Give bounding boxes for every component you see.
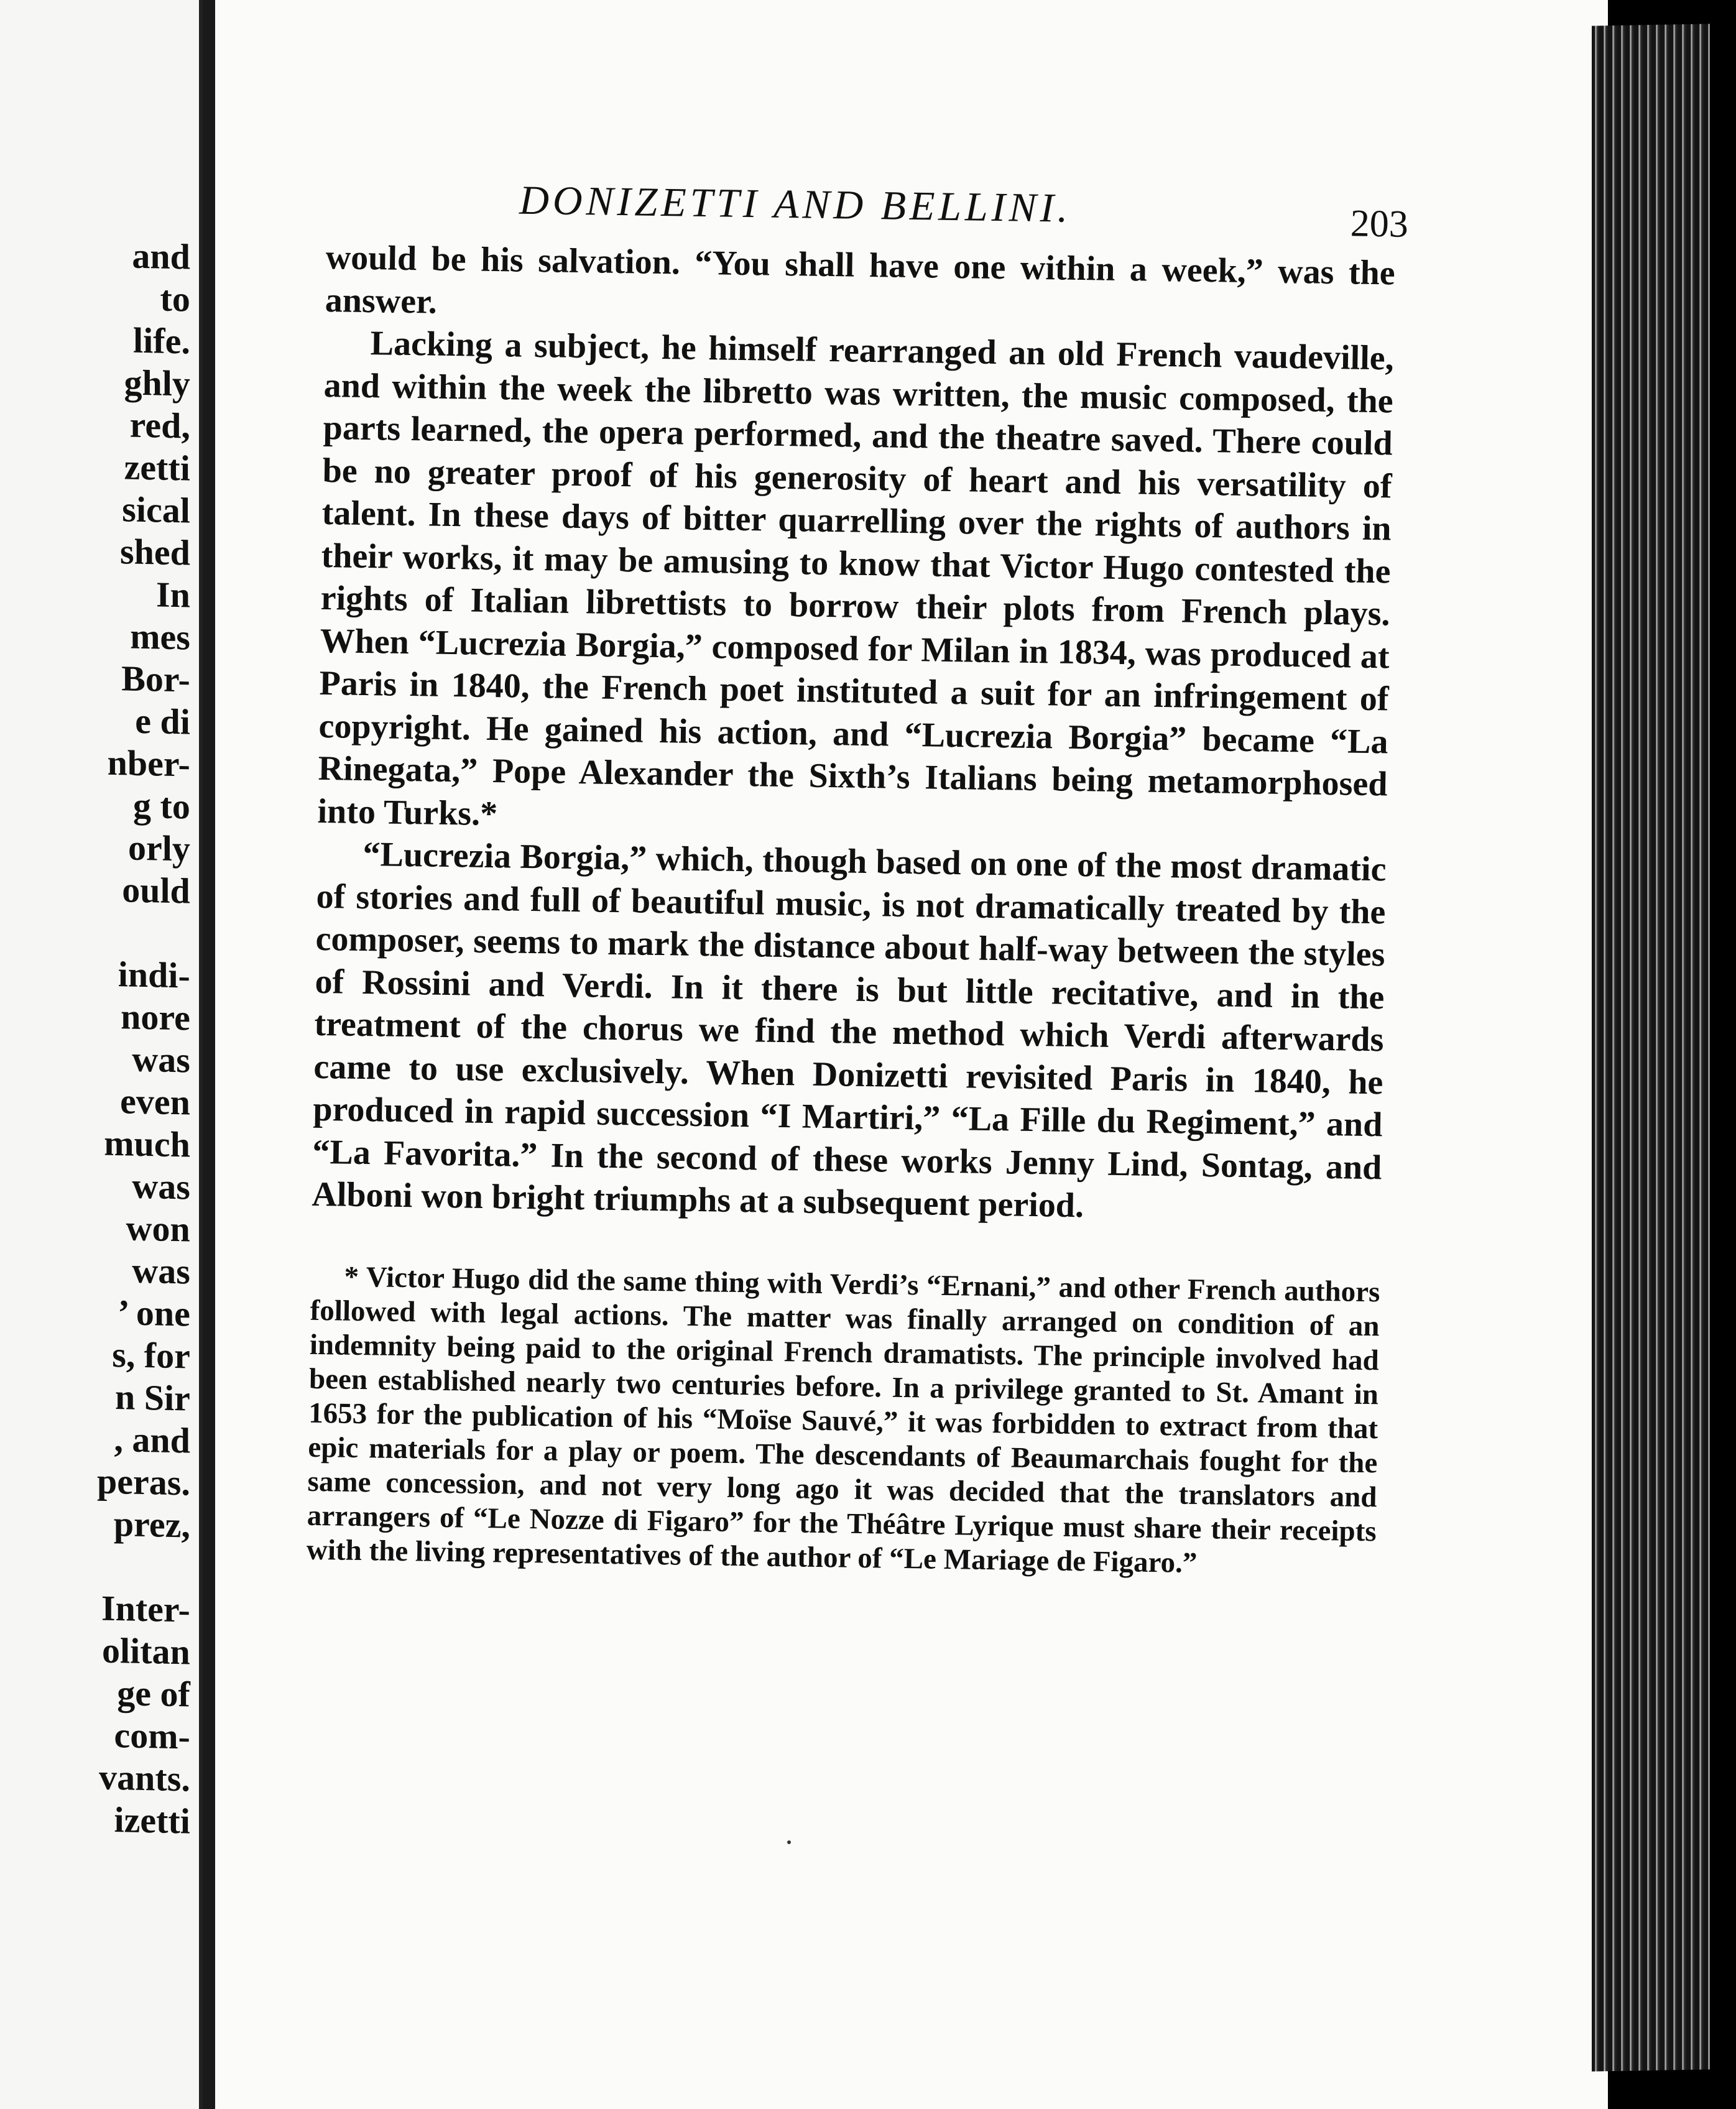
- left-page-fragment: sical: [122, 489, 190, 531]
- left-page-fragment: e di: [135, 700, 190, 742]
- left-page-fragment: to: [160, 278, 190, 320]
- left-page-fragment: indi-: [118, 954, 190, 996]
- left-page-fragment: vants.: [99, 1756, 190, 1799]
- left-page-fragment: [97, 1544, 190, 1589]
- left-page-fragment: nber-: [107, 742, 190, 785]
- left-page-fragment: was: [132, 1165, 190, 1207]
- left-page-fragment: com-: [114, 1715, 190, 1757]
- page-number: 203: [1350, 202, 1409, 246]
- left-page-fragment: was: [132, 1038, 190, 1081]
- left-page-fragment: , and: [114, 1419, 190, 1461]
- paragraph-continuation: would be his salvation. “You shall have one within a week,” was the answer.: [325, 238, 1396, 321]
- left-page-fragment: even: [120, 1081, 190, 1123]
- left-page-fragment: g to: [133, 785, 190, 827]
- left-page-fragment: In: [156, 574, 190, 616]
- left-page-fragment: and: [132, 235, 190, 277]
- left-page-fragment: peras.: [97, 1461, 190, 1503]
- left-page-fragment: mes: [130, 616, 190, 658]
- left-page-fragment: won: [126, 1207, 190, 1250]
- left-page-fragment: olitan: [102, 1630, 190, 1673]
- book-page: [215, 0, 1608, 2109]
- footnote: [307, 1259, 1380, 1582]
- left-page-fragment: ge of: [117, 1673, 190, 1715]
- left-page-fragment: s, for: [112, 1334, 190, 1377]
- left-page-fragment: [97, 910, 190, 954]
- left-page-fragment: orly: [128, 827, 190, 869]
- left-page-fragment: was: [132, 1250, 190, 1292]
- paragraph: Lacking a subject, he himself rearranged an old French vaudeville, and within the week the libretto was written, the music composed, the parts learned, the opera performed, and the theatre saved. There could be no greater proof of his generosity of heart and his versatility of talent. In these days of bitter quarrelling over the rights of authors in their works, it may be amusing to know that Victor Hugo contested the rights of Italian librettists to borrow their plots from French plays. When “Lucrezia Borgia,” composed for Milan in 1834, was produced at Paris in 1840, the French poet instituted a suit for an infringement of copyright. He gained his action, and “Lucrezia Borgia” became “La Rinegata,” Pope Alexander the Sixth’s Italians being metamorphosed into Turks.*: [317, 324, 1395, 833]
- running-title: DONIZETTI AND BELLINI.: [519, 177, 1072, 231]
- left-page-fragment: ghly: [124, 362, 190, 404]
- left-page-fragment: red,: [129, 404, 190, 446]
- body-text: [312, 236, 1395, 1232]
- left-page-text-fragments: [97, 234, 190, 1842]
- left-page-fragment: life.: [133, 320, 190, 362]
- left-page-fragment: shed: [120, 531, 190, 573]
- left-page-fragment: ’ one: [118, 1292, 190, 1334]
- left-page-fragment: zetti: [124, 446, 190, 489]
- left-page-fragment: Inter-: [101, 1587, 190, 1630]
- left-page-fragment: n Sir: [115, 1377, 190, 1419]
- page-edges: [1592, 24, 1710, 2071]
- left-page-fragment: nore: [121, 996, 190, 1038]
- left-page-fragment: Bor-: [121, 658, 190, 700]
- left-page-fragment: ould: [122, 869, 190, 911]
- left-page-fragment: prez,: [114, 1503, 190, 1546]
- left-facing-page: [0, 0, 203, 2109]
- left-page-fragment: much: [104, 1122, 190, 1165]
- paragraph: “Lucrezia Borgia,” which, though based on one of the most dramatic of stories and full of beautiful music, is not dramatically treated by the composer, seems to mark the distance about half-way between the styles of Rossini and Verdi. In it there is but little recitative, and in the treatment of the chorus we find the method which Verdi afterwards came to use exclusively. When Donizetti revisited Paris in 1840, he produced in rapid succession “I Martiri,” “La Fille du Regiment,” and “La Favorita.” In the second of these works Jenny Lind, Sontag, and Alboni won bright triumphs at a subsequent period.: [312, 834, 1387, 1225]
- page-content: [306, 168, 1409, 1583]
- book-gutter: [203, 0, 215, 2109]
- footnote-text: * Victor Hugo did the same thing with Verdi’s “Ernani,” and other French authors followed with legal actions. The matter was finally arranged on condition of an indemnity being paid to the original French dramatists. The principle involved had been established nearly two centuries before. In a privilege granted to St. Amant in 1653 for the publication of his “Moïse Sauvé,” it was forbidden to extract from that epic materials for a play or poem. The descendants of Beaumarchais fought for the same concession, and not very long ago it was decided that the translators and arrangers of “Le Nozze di Figaro” for the Théâtre Lyrique must share their receipts with the living representatives of the author of “Le Mariage de Figaro.”: [306, 1260, 1380, 1579]
- ink-speck: [787, 1840, 791, 1844]
- left-page-fragment: izetti: [114, 1799, 190, 1842]
